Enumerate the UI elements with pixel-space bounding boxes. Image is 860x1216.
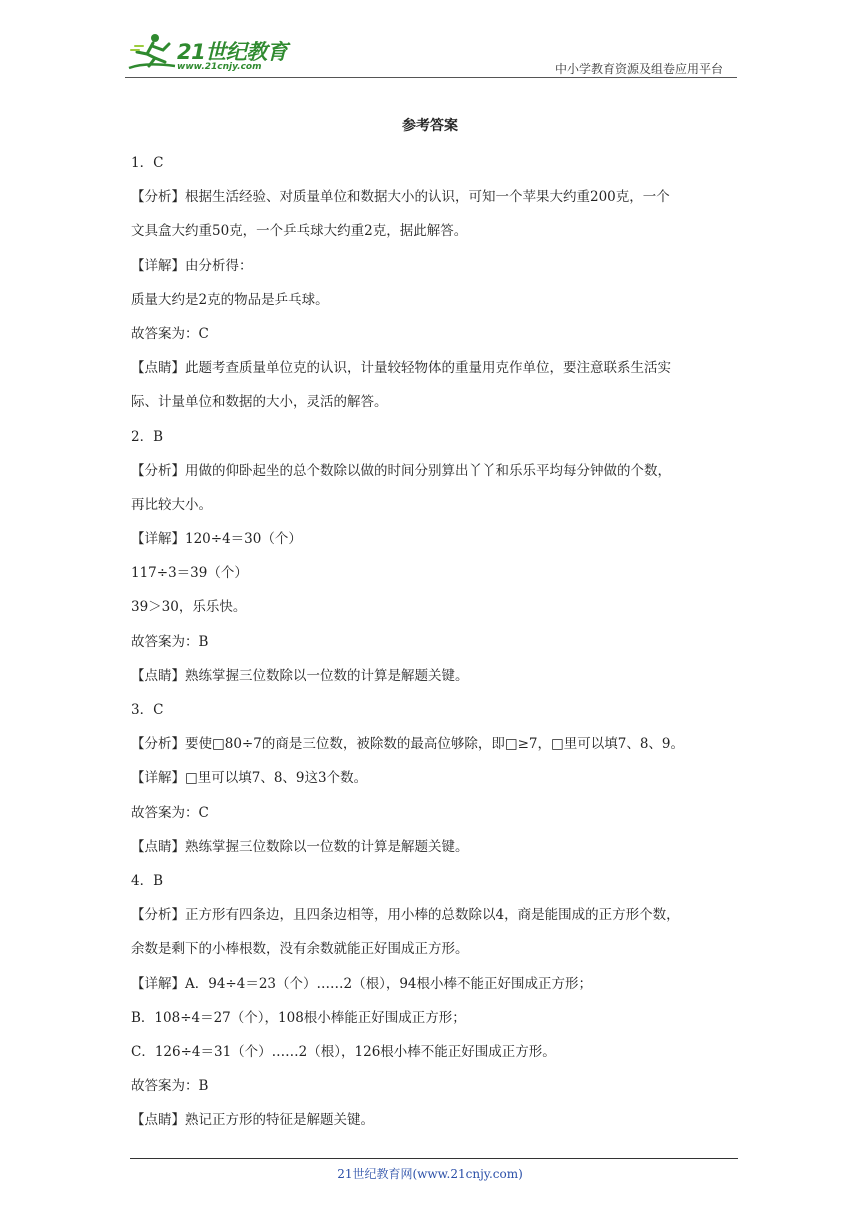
- site-logo[interactable]: [125, 32, 295, 76]
- text-line: 再比较大小。: [131, 496, 212, 513]
- text-line: 1．C: [131, 155, 164, 171]
- text-line: C．126÷4＝31（个）……2（根），126根小棒不能正好围成正方形。: [131, 1043, 556, 1060]
- text-line: 【点睛】熟记正方形的特征是解题关键。: [131, 1112, 374, 1129]
- page-title: 参考答案: [402, 118, 458, 134]
- text-line: 4．B: [131, 872, 164, 889]
- text-line: 【分析】根据生活经验、对质量单位和数据大小的认识，可知一个苹果大约重200克，一个: [131, 189, 670, 206]
- text-line: 故答案为：C: [131, 804, 209, 821]
- logo-url: www.21cnjy.com: [177, 62, 262, 72]
- text-line: 39＞30，乐乐快。: [131, 599, 247, 616]
- text-line: 故答案为：B: [131, 1078, 209, 1095]
- logo-text: 21世纪教育: [177, 40, 288, 64]
- text-line: 文具盒大约重50克，一个乒乓球大约重2克，据此解答。: [131, 223, 468, 240]
- text-line: 【分析】要使□80÷7的商是三位数，被除数的最高位够除，即□≥7，□里可以填7、8、9。: [131, 736, 685, 753]
- text-line: 117÷3＝39（个）: [131, 565, 248, 582]
- text-line: 2．B: [131, 428, 164, 445]
- text-line: 故答案为：C: [131, 325, 209, 342]
- page-header: [125, 32, 737, 78]
- text-line: 【点睛】熟练掌握三位数除以一位数的计算是解题关键。: [131, 838, 469, 855]
- answer-body: [131, 146, 741, 1137]
- header-divider: [125, 77, 737, 78]
- text-line: 【详解】A．94÷4＝23（个）……2（根），94根小棒不能正好围成正方形；: [131, 975, 593, 992]
- text-line: B．108÷4＝27（个），108根小棒能正好围成正方形；: [131, 1009, 466, 1026]
- text-line: 【点睛】熟练掌握三位数除以一位数的计算是解题关键。: [131, 667, 469, 684]
- header-tagline: 中小学教育资源及组卷应用平台: [554, 62, 723, 76]
- text-line: 际、计量单位和数据的大小，灵活的解答。: [131, 394, 388, 411]
- text-line: 故答案为：B: [131, 633, 209, 650]
- text-line: 【点睛】此题考查质量单位克的认识，计量较轻物体的重量用克作单位，要注意联系生活实: [131, 360, 671, 377]
- text-line: 【详解】120÷4＝30（个）: [131, 531, 302, 548]
- text-line: 【详解】由分析得：: [131, 257, 253, 274]
- footer-link[interactable]: 21世纪教育网(www.21cnjy.com): [337, 1167, 523, 1181]
- text-line: 余数是剩下的小棒根数，没有余数就能正好围成正方形。: [131, 941, 469, 958]
- text-line: 【详解】□里可以填7、8、9这3个数。: [131, 770, 368, 787]
- text-line: 质量大约是2克的物品是乒乓球。: [131, 291, 329, 308]
- text-line: 【分析】正方形有四条边，且四条边相等，用小棒的总数除以4，商是能围成的正方形个数，: [131, 907, 680, 924]
- text-line: 3．C: [131, 702, 164, 718]
- footer-divider: [130, 1158, 738, 1159]
- text-line: 【分析】用做的仰卧起坐的总个数除以做的时间分别算出丫丫和乐乐平均每分钟做的个数，: [131, 462, 671, 479]
- runner-icon: [125, 32, 181, 76]
